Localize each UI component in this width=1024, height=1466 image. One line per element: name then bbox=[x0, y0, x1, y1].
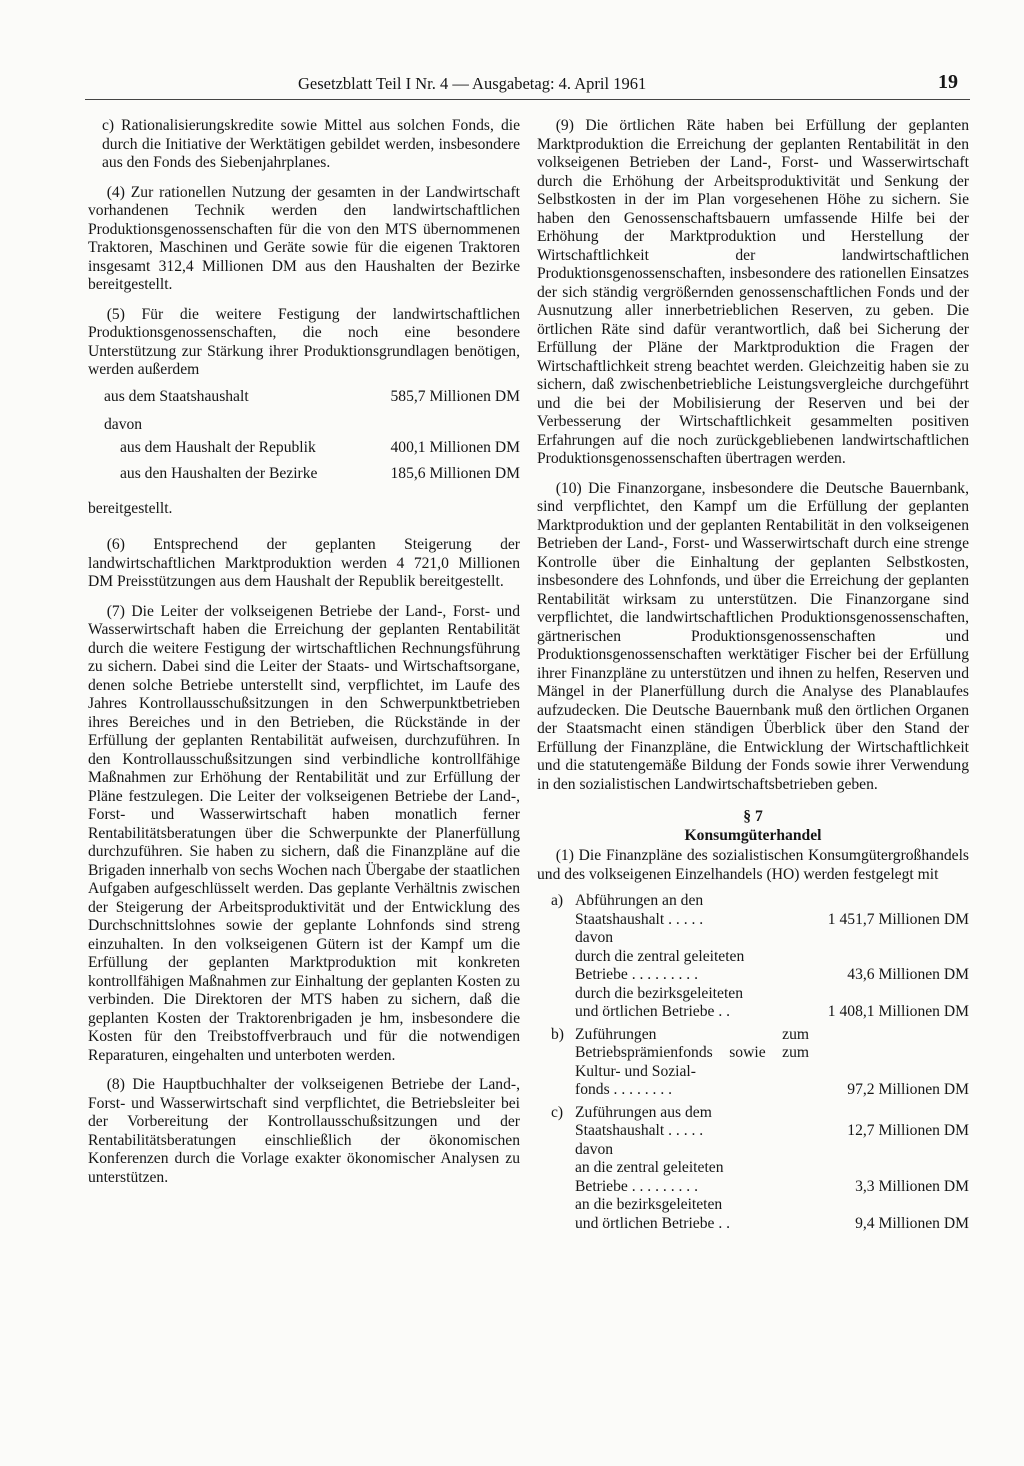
entry-value: 3,3 Millionen DM bbox=[855, 1177, 969, 1195]
paragraph-4: (4) Zur rationellen Nutzung der gesamten in der Landwirtschaft vorhandenen Technik werden den landwirtschaftlichen Produktionsgenossenschaften für die von den MTS übernommenen Traktoren, Maschinen und Geräte sowie für die eigenen Traktoren insgesamt 312,4 Millionen DM aus den Haushalten der Bezirke bereitgestellt. bbox=[88, 183, 520, 293]
amount-value: 585,7 Millionen DM bbox=[390, 387, 520, 405]
entry-text: und örtlichen Betriebe . . bbox=[575, 1003, 731, 1020]
entry-line: Zuführungen zum Betriebsprämienfonds sowie zum Kultur- und Sozial- bbox=[575, 1025, 809, 1080]
entry-text: Betriebe . . . . . . . . . bbox=[575, 966, 698, 983]
entry-value: 1 451,7 Millionen DM bbox=[827, 910, 969, 928]
amount-value: 185,6 Millionen DM bbox=[390, 465, 520, 482]
entry-text: Staatshaushalt . . . . . bbox=[575, 910, 704, 928]
davon-label: davon bbox=[104, 416, 143, 433]
list-body bbox=[575, 892, 969, 1022]
paragraph-10: (10) Die Finanzorgane, insbesondere die Deutsche Bauernbank, sind verpflichtet, den Kampf um die Erfüllung der geplanten Marktproduktion und der geplanten Rentabilität in den volkseigenen Betrieben der Land-, Forst- und Wasserwirtschaft durch eine strenge Kontrolle über die Einhaltung der geplanten Selbstkosten, insbesondere des Lohnfonds, und über die Erreichung der geplanten Rentabilität wirksam zu unterstützen. Die Finanzorgane sind verpflichtet, die landwirtschaftlichen Produktionsgenossenschaften, gärtnerischen Produktionsgenossenschaften und Produktionsgenossenschaften werktätiger Fischer bei der Erfüllung ihrer Finanzpläne zu unterstützen und ihnen zu helfen, Reserven und Mängel in der Planerfüllung durch die Analyse des Planablaufes aufzudecken. Die Deutsche Bauernbank muß den örtlichen Organen der Staatsmacht einen ständigen Überblick über den Stand der Erfüllung der Finanzpläne, die Entwicklung der Wirtschaftlichkeit und die statutengemäße Bildung der Fonds sowie ihrer Verwendung in den sozialistischen Landwirtschaftsbetrieben geben. bbox=[537, 479, 969, 793]
amount-row-republik bbox=[88, 439, 520, 458]
section-number: § 7 bbox=[743, 808, 763, 825]
entry-row bbox=[575, 1178, 969, 1197]
entry-row bbox=[575, 911, 969, 930]
entry-row bbox=[575, 1003, 969, 1022]
entry-line: an die bezirksgeleiteten bbox=[575, 1196, 723, 1213]
left-column bbox=[88, 117, 520, 1198]
amount-label: aus den Haushalten der Bezirke bbox=[120, 465, 318, 482]
section-7-paragraph-1: (1) Die Finanzpläne des sozialistischen Konsumgütergroßhandels und des volkseigenen Einzelhandels (HO) werden festgelegt mit bbox=[537, 847, 969, 883]
entry-value: 97,2 Millionen DM bbox=[847, 1081, 969, 1098]
davon-label: davon bbox=[575, 929, 614, 946]
paragraph-8: (8) Die Hauptbuchhalter der volkseigenen Betriebe der Land-, Forst- und Wasserwirtschaft sind verpflichtet, die Betriebsleiter bei der Vorbereitung der Kontrollausschußsitzungen und der Rentabilitätsberatungen einschließlich der ökonomischen Konferenzen durch die Vorlage exakter ökonomischer Analysen zu unterstützen. bbox=[88, 1076, 520, 1186]
entry-line: Abführungen an den bbox=[575, 892, 704, 909]
list-letter: a) bbox=[551, 892, 564, 909]
entry-text: Betriebe . . . . . . . . . bbox=[575, 1177, 698, 1195]
amount-row-bezirke bbox=[88, 465, 520, 484]
amount-label: aus dem Haushalt der Republik bbox=[120, 438, 316, 456]
entry-text: fonds . . . . . . . . bbox=[575, 1081, 673, 1098]
amount-value: 400,1 Millionen DM bbox=[390, 438, 520, 456]
entry-value: 9,4 Millionen DM bbox=[855, 1214, 969, 1232]
entry-value: 1 408,1 Millionen DM bbox=[827, 1003, 969, 1020]
paragraph-5: (5) Für die weitere Festigung der landwirtschaftlichen Produktionsgenossenschaften, die noch eine besondere Unterstützung zur Stärkung ihrer Produktionsgrundlagen benötigen, werden außerdem bbox=[88, 305, 520, 378]
paragraph-7: (7) Die Leiter der volkseigenen Betriebe der Land-, Forst- und Wasserwirtschaft haben die Erreichung der geplanten Rentabilität durch die weitere Festigung der wirtschaftlichen Rechnungsführung zu sichern. Dabei sind die Leiter der Staats- und Wirtschaftsorgane, denen solche Betriebe unterstellt sind, verpflichtet, im Laufe des Jahres Kontrollausschußsitzungen in den Schwerpunktbetrieben ihres Bereiches und in den Betrieben, die Rückstände in der Erfüllung der geplanten Rentabilität aufweisen, durchzuführen. In den Kontrollausschußsitzungen sind verbindliche kontrollfähige Maßnahmen zur Erhöhung der Rentabilität und zur Erfüllung der Pläne festzulegen. Die Leiter der volkseigenen Betriebe der Land-, Forst- und Wasserwirtschaft haben monatlich ferner Rentabilitätsberatungen über die Schwerpunkte der Planerfüllung durchzuführen. Sie haben zu sichern, daß die Finanzpläne auf die Brigaden innerhalb von sechs Wochen nach Übergabe der staatlichen Aufgaben aufgeschlüsselt werden. Das geplante Verhältnis zwischen der Steigerung der Arbeitsproduktivität und der Entwicklung des Durchschnittslohnes sowie der geplante Lohnfonds sind streng einzuhalten. In den volkseigenen Gütern ist der Kampf um die Erfüllung der geplanten Marktproduktion mit konkreten kontrollfähigen Maßnahmen zur Einhaltung der geplanten Kosten zu verbinden. Die Direktoren der MTS haben zu sichern, daß die geplanten Kosten der Traktorenbrigaden je hm, insbesondere die Kosten für den Treibstoffverbrauch und für die notwendigen Reparaturen, eingehalten und unterboten werden. bbox=[88, 602, 520, 1064]
list-body bbox=[575, 1104, 969, 1234]
list-letter: c) bbox=[551, 1103, 564, 1121]
entry-row bbox=[575, 1215, 969, 1234]
list-item-a bbox=[537, 892, 969, 1022]
header-rule bbox=[85, 99, 970, 100]
page-number: 19 bbox=[938, 71, 958, 93]
entry-value: 43,6 Millionen DM bbox=[847, 966, 969, 983]
list-body bbox=[575, 1026, 969, 1100]
paragraph-5-end: bereitgestellt. bbox=[88, 499, 173, 517]
entry-row bbox=[575, 966, 969, 985]
list-item-c bbox=[537, 1104, 969, 1234]
list-item-b bbox=[537, 1026, 969, 1100]
entry-line: Zuführungen aus dem bbox=[575, 1103, 712, 1121]
paragraph-9: (9) Die örtlichen Räte haben bei Erfüllung der geplanten Marktproduktion die Erreichung der geplanten Rentabilität in den volkseigenen Betrieben der Land-, Forst- und Wasserwirtschaft durch die Erhöhung der Arbeitsproduktivität und Senkung der Selbstkosten in der im Plan vorgesehenen Höhe zu sichern. Sie haben den Genossenschaftsbauern umfassende Hilfe bei der Erhöhung der Marktproduktion und Herstellung der Wirtschaftlichkeit der landwirtschaftlichen Produktionsgenossenschaften, insbesondere des rationellen Einsatzes der sich ständig vergrößernden genossenschaftlichen Fonds und der Ausnutzung aller innerbetrieblichen Reserven, zu geben. Die örtlichen Räte sind dafür verantwortlich, daß bei Sicherung der Erfüllung der Pläne der Marktproduktion die Fragen der Wirtschaftlichkeit streng beachtet werden. Gleichzeitig haben sie zu sichern, daß zwischenbetriebliche Leistungsvergleiche durchgeführt und die bei der Mobilisierung der Reserven und bei der Verbesserung der Wirtschaftlichkeit gesammelten positiven Erfahrungen auf die noch zurückgebliebenen landwirtschaftlichen Produktionsgenossenschaften übertragen werden. bbox=[537, 117, 969, 467]
entry-text: und örtlichen Betriebe . . bbox=[575, 1214, 731, 1232]
entry-row bbox=[575, 1122, 969, 1141]
entry-line: durch die bezirksgeleiteten bbox=[575, 984, 743, 1002]
section-title: Konsumgüterhandel bbox=[684, 826, 822, 844]
entry-line: durch die zentral geleiteten bbox=[575, 947, 745, 965]
list-letter: b) bbox=[551, 1025, 564, 1043]
paragraph-c-item: c) Rationalisierungskredite sowie Mittel aus solchen Fonds, die durch die Initiative der Werktätigen gebildet werden, insbesondere aus den Fonds des Siebenjahrplanes. bbox=[102, 117, 520, 171]
page-header: Gesetzblatt Teil I Nr. 4 — Ausgabetag: 4. April 1961 bbox=[298, 74, 647, 93]
right-column bbox=[537, 117, 969, 1233]
entry-line: an die zentral geleiteten bbox=[575, 1159, 724, 1176]
entry-row bbox=[575, 1081, 969, 1100]
entry-text: Staatshaushalt . . . . . bbox=[575, 1122, 704, 1139]
amount-row-staatshaushalt bbox=[88, 388, 520, 407]
paragraph-6: (6) Entsprechend der geplanten Steigerung der landwirtschaftlichen Marktproduktion werden 4 721,0 Millionen DM Preisstützungen aus dem Haushalt der Republik bereitgestellt. bbox=[88, 536, 520, 590]
entry-value: 12,7 Millionen DM bbox=[847, 1122, 969, 1139]
amount-label: aus dem Staatshaushalt bbox=[104, 387, 249, 405]
davon-label: davon bbox=[575, 1140, 614, 1158]
